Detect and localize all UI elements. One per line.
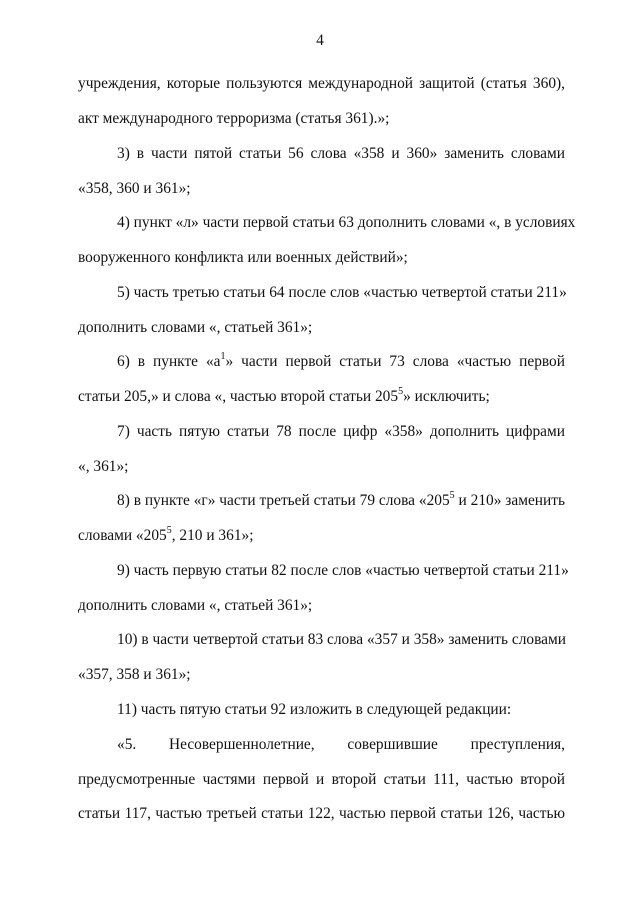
superscript: 5 — [166, 524, 172, 536]
text-line: «357, 358 и 361»; — [78, 666, 191, 683]
text-fragment: 6) в пункте «а — [117, 353, 221, 370]
text-fragment: статьи 205,» и слова «, частью второй статьи 205 — [78, 388, 399, 405]
text-fragment: и 210» заменить — [454, 492, 565, 509]
text-line: учреждения, которые пользуются международной защитой (статья 360), — [78, 75, 565, 92]
text-line — [78, 524, 565, 544]
text-line: дополнить словами «, статьей 361»; — [78, 319, 313, 336]
text-line: вооруженного конфликта или военных действий»; — [78, 249, 408, 266]
text-line: дополнить словами «, статьей 361»; — [78, 597, 313, 614]
text-line: статьи 117, частью третьей статьи 122, частью первой статьи 126, частью — [78, 805, 565, 822]
text-line: 4) пункт «л» части первой статьи 63 дополнить словами «, в условиях — [117, 214, 576, 231]
text-fragment: 8) в пункте «г» части третьей статьи 79 слова «205 — [117, 492, 450, 509]
text-line: «5. Несовершеннолетние, совершившие преступления, — [117, 736, 565, 753]
text-line — [78, 385, 565, 405]
text-fragment: » части первой статьи 73 слова «частью первой — [225, 353, 565, 370]
text-line: 9) часть первую статьи 82 после слов «частью четвертой статьи 211» — [117, 562, 569, 579]
text-line: акт международного терроризма (статья 361).»; — [78, 110, 390, 127]
text-line: 3) в части пятой статьи 56 слова «358 и 360» заменить словами — [117, 145, 565, 162]
text-line: предусмотренные частями первой и второй статьи 111, частью второй — [78, 771, 565, 788]
text-line — [117, 350, 565, 370]
text-fragment: , 210 и 361»; — [171, 527, 254, 544]
text-line: 11) часть пятую статьи 92 изложить в следующей редакции: — [117, 701, 512, 718]
superscript: 5 — [449, 489, 455, 501]
text-line: 10) в части четвертой статьи 83 слова «357 и 358» заменить словами — [117, 631, 566, 648]
text-line: «, 361»; — [78, 458, 129, 475]
text-line — [117, 489, 565, 509]
text-line: 5) часть третью статьи 64 после слов «частью четвертой статьи 211» — [117, 284, 567, 301]
text-line: «358, 360 и 361»; — [78, 180, 191, 197]
superscript: 1 — [220, 350, 226, 362]
superscript: 5 — [398, 385, 404, 397]
text-fragment: словами «205 — [78, 527, 167, 544]
page-number: 4 — [316, 32, 324, 49]
text-line: 7) часть пятую статьи 78 после цифр «358» дополнить цифрами — [117, 423, 565, 440]
text-fragment: » исключить; — [403, 388, 490, 405]
